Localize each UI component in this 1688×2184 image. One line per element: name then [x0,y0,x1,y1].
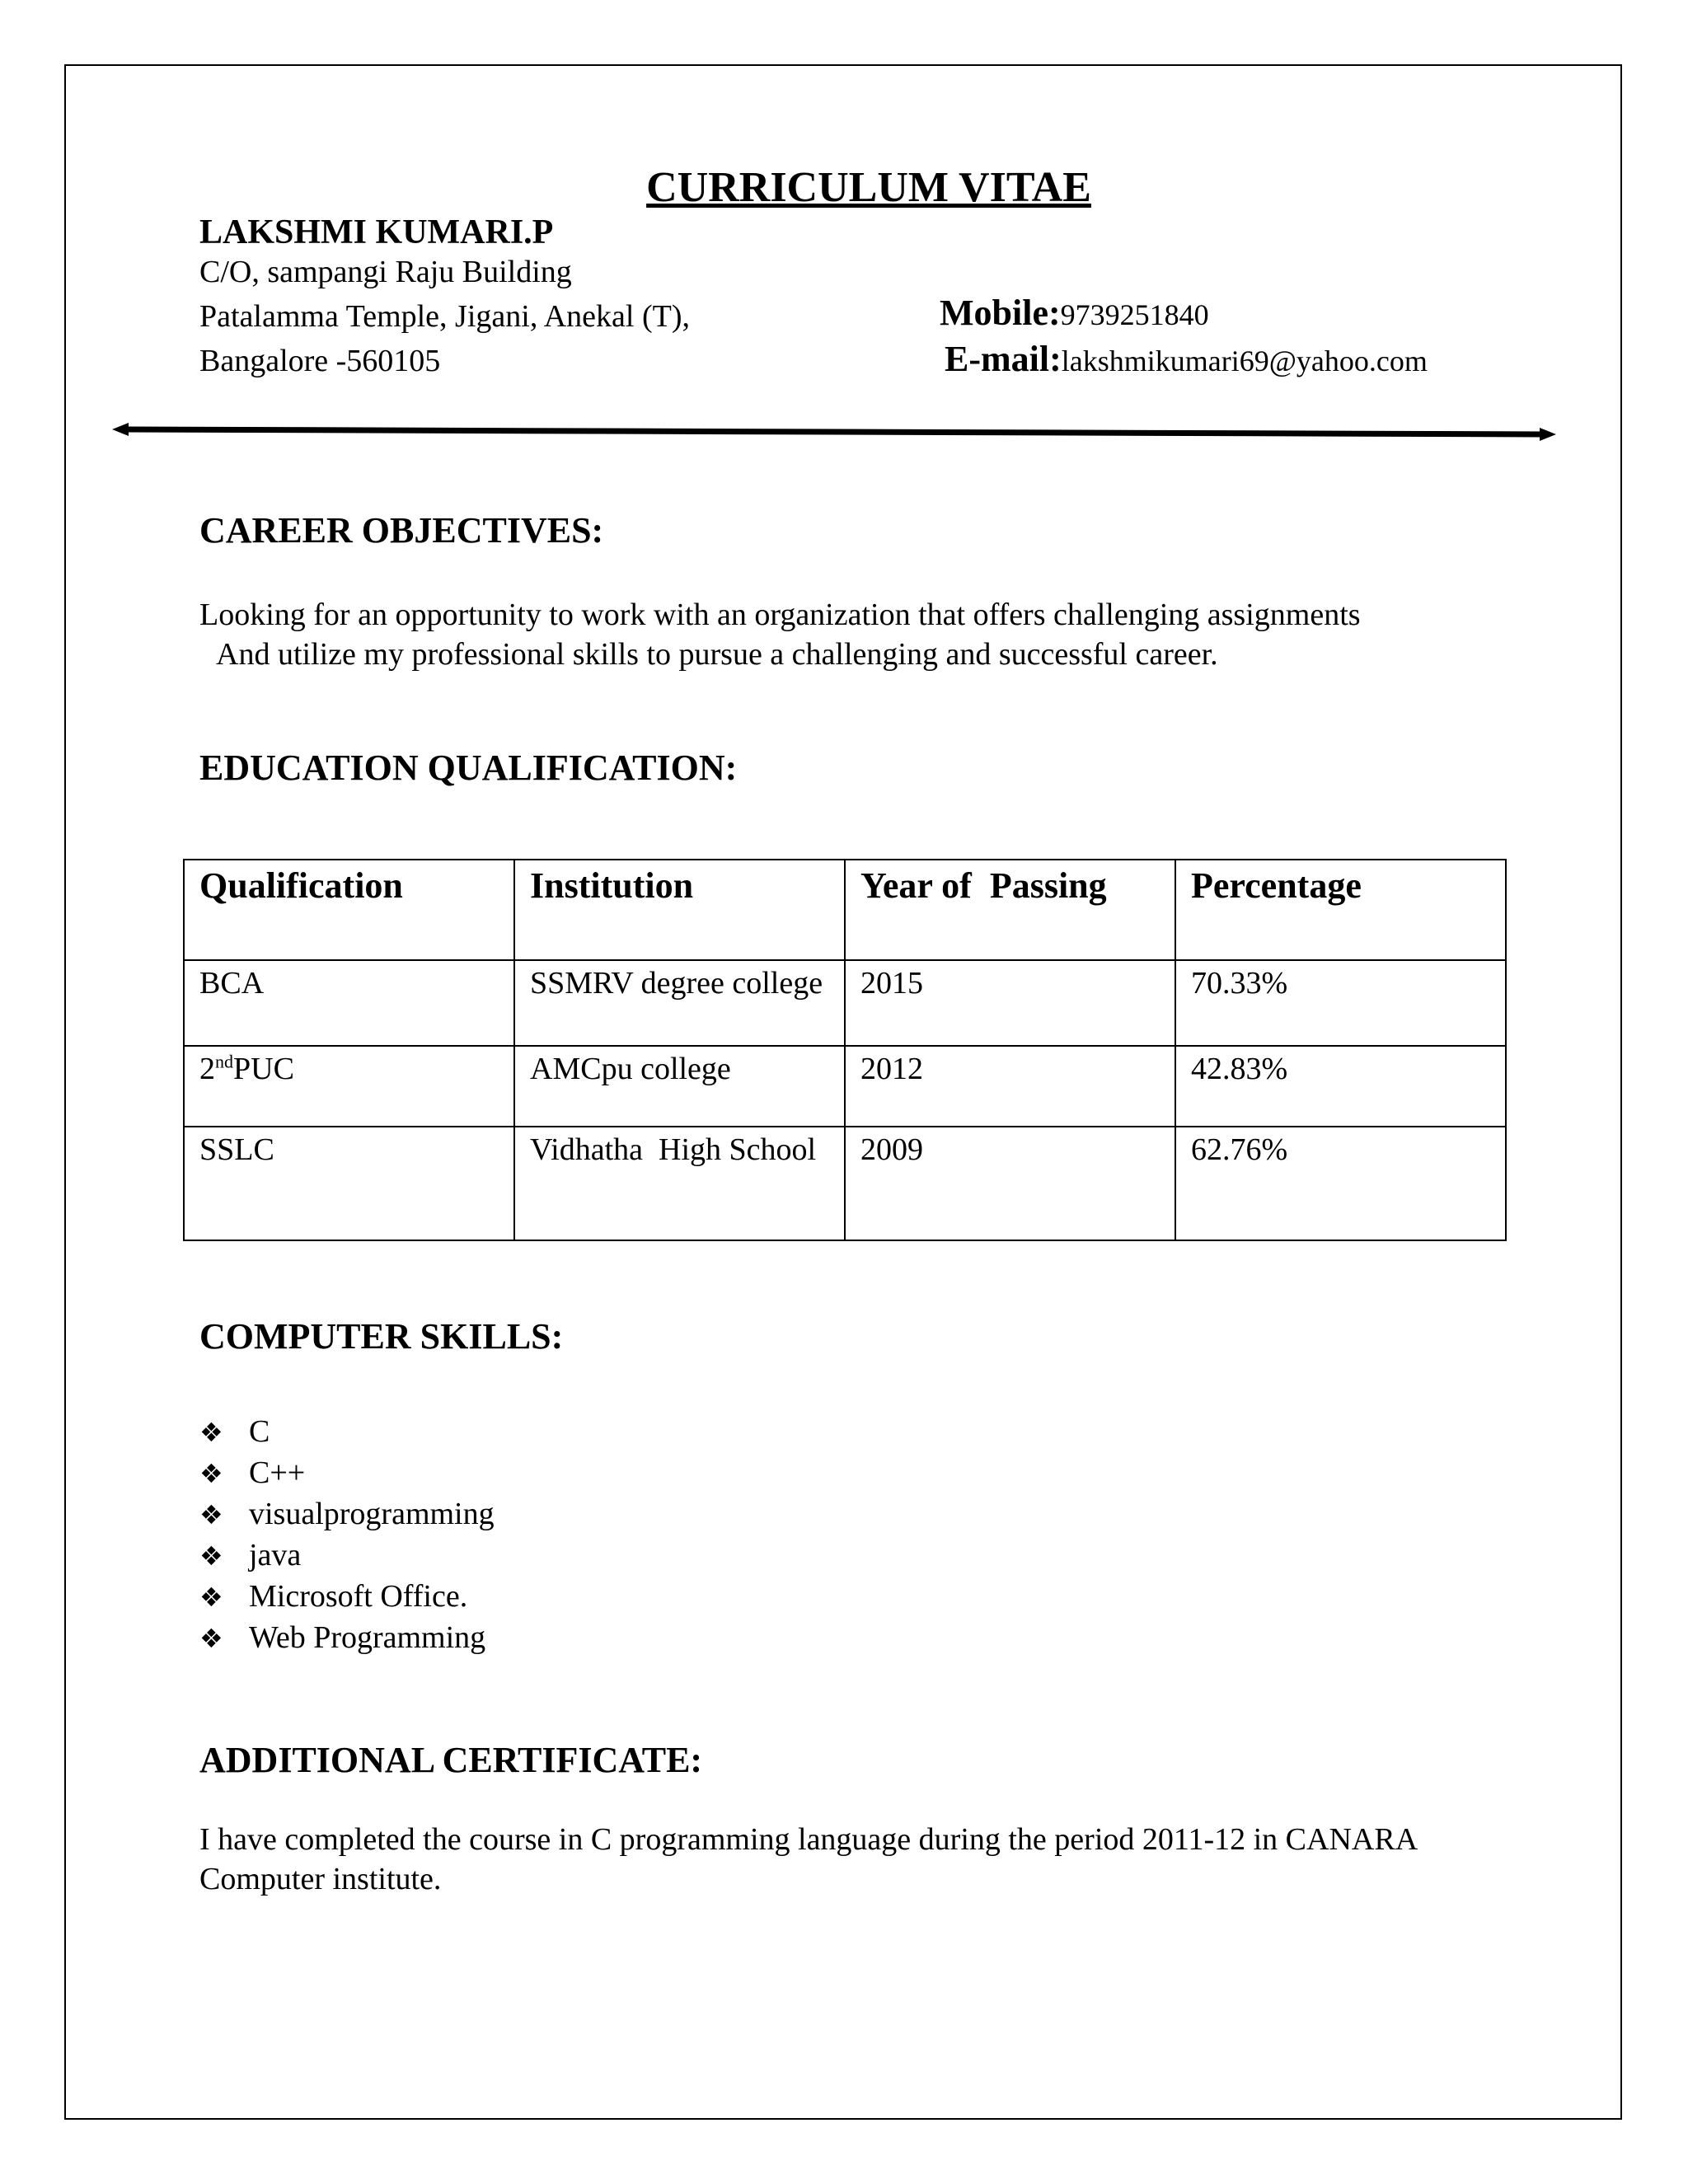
certificate-line-1: I have completed the course in C programming language during the period 2011-12 in CANARA [199,1822,1418,1857]
career-objectives-heading: CAREER OBJECTIVES: [199,510,604,551]
certificate-line-2: Computer institute. [199,1862,442,1896]
diamond-bullet-icon: ❖ [199,1623,223,1654]
diamond-bullet-icon: ❖ [199,1499,223,1530]
column-header: Institution [514,860,845,960]
diamond-bullet-icon: ❖ [199,1458,223,1489]
left-arrowhead-icon [112,423,129,436]
year-cell: 2015 [845,960,1175,1046]
list-item: ❖ visualprogramming [199,1493,495,1535]
mobile-number: 9739251840 [1060,298,1209,331]
table-row [184,960,1506,1046]
column-header: Year of Passing [845,860,1175,960]
qualification-cell: SSLC [184,1127,514,1240]
career-line-1: Looking for an opportunity to work with an organization that offers challenging assignments [199,598,1361,632]
diamond-bullet-icon: ❖ [199,1582,223,1613]
mobile-label: Mobile: [940,293,1061,333]
list-item: ❖ Microsoft Office. [199,1576,495,1617]
institution-cell: AMCpu college [514,1046,845,1127]
document-title: CURRICULUM VITAE [646,164,1091,211]
career-line-2: And utilize my professional skills to pursue a challenging and successful career. [216,637,1218,672]
email-address: lakshmikumari69@yahoo.com [1061,344,1428,377]
table-row [184,1046,1506,1127]
table-row [184,1127,1506,1240]
institution-cell: SSMRV degree college [514,960,845,1046]
header-divider-arrow [112,422,1556,442]
skills-list [199,1411,495,1658]
list-item: ❖ C [199,1411,495,1452]
list-item: ❖ C++ [199,1452,495,1493]
column-header: Percentage [1175,860,1506,960]
education-table [183,859,1507,1241]
qualification-cell: 2ndPUC [184,1046,514,1127]
percentage-cell: 62.76% [1175,1127,1506,1240]
email-label: E-mail: [945,339,1062,379]
applicant-name: LAKSHMI KUMARI.P [199,213,554,251]
education-heading: EDUCATION QUALIFICATION: [199,748,738,788]
table-header-row [184,860,1506,960]
address-line-2: Patalamma Temple, Jigani, Anekal (T), [199,299,690,334]
certificate-text [199,1820,1568,1899]
percentage-cell: 42.83% [1175,1046,1506,1127]
email-contact [945,338,1428,380]
career-objective-text [199,595,1535,674]
institution-cell: Vidhatha High School [514,1127,845,1240]
address-line-3: Bangalore -560105 [199,344,441,378]
year-cell: 2009 [845,1127,1175,1240]
address-line-1: C/O, sampangi Raju Building [199,255,572,289]
qualification-cell: BCA [184,960,514,1046]
mobile-contact [940,292,1209,334]
diamond-bullet-icon: ❖ [199,1540,223,1572]
diamond-bullet-icon: ❖ [199,1417,223,1448]
year-cell: 2012 [845,1046,1175,1127]
column-header: Qualification [184,860,514,960]
list-item: ❖ Web Programming [199,1617,495,1658]
computer-skills-heading: COMPUTER SKILLS: [199,1316,564,1357]
percentage-cell: 70.33% [1175,960,1506,1046]
additional-certificate-heading: ADDITIONAL CERTIFICATE: [199,1740,703,1780]
right-arrowhead-icon [1540,428,1556,441]
list-item: ❖ java [199,1535,495,1576]
